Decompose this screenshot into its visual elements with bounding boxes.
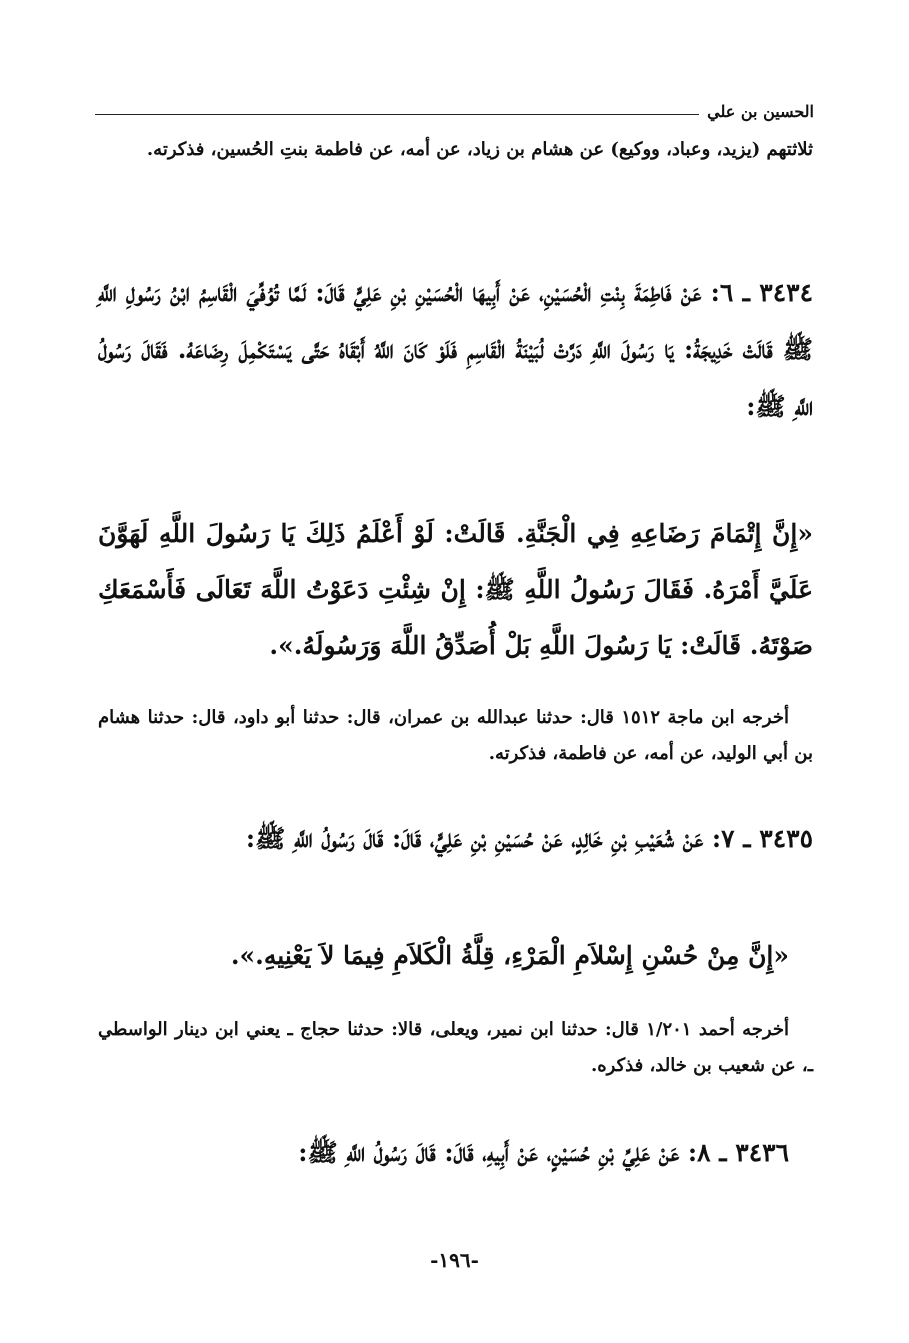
hadith-3436-text: ٣٤٣٦ ـ ٨: عَنْ عَلِيِّ بْنِ حُسَيْنٍ، عَنْ أَبِيهِ، قَالَ: قَالَ رَسُولُ اللَّهِ ﷺ:	[298, 1138, 789, 1167]
hadith-3434-text: ٣٤٣٤ ـ ٦: عَنْ فَاطِمَةَ بِنْتِ الْحُسَيْنِ، عَنْ أَبِيهَا الْحُسَيْنِ بْنِ عَلِيٍّ قَالَ: لَمَّا تُوُفِّيَ الْقَاسِمُ ابْنُ رَسُولِ اللَّهِ ﷺ قَالَتْ خَدِيجَةُ: يَا رَسُولَ اللَّهِ دَرَّتْ لُبَيْنَةُ الْقَاسِمِ فَلَوْ كَانَ اللَّهُ أَبْقَاهُ حَتَّى يَسْتَكْمِلَ رِضَاعَهُ. فَقَالَ رَسُولُ اللَّهِ ﷺ:	[98, 278, 814, 421]
hadith-3435-quote: «إِنَّ مِنْ حُسْنِ إِسْلاَمِ الْمَرْءِ، قِلَّةُ الْكَلاَمِ فِيمَا لاَ يَعْنِيهِ.».	[230, 941, 789, 970]
continuation-paragraph: ثلاثتهم (يزيد، وعباد، ووكيع) عن هشام بن زياد، عن أمه، عن فاطمة بنتِ الحُسين، فذكرته.	[146, 139, 813, 160]
running-header	[95, 100, 814, 124]
header-rule	[95, 114, 722, 115]
hadith-3435-takhrij: أخرجه أحمد ١/٢٠١ قال: حدثنا ابن نمير، ويعلى، قالا: حدثنا حجاج ـ يعني ابن دينار الواسطي ـ، عن شعيب بن خالد، فذكره.	[98, 1019, 813, 1076]
chapter-title: الحسين بن علي	[699, 100, 814, 124]
hadith-3435-text: ٣٤٣٥ ـ ٧: عَنْ شُعَيْبِ بْنِ خَالِدٍ، عَنْ حُسَيْنِ بْنِ عَلِيٍّ، قَالَ: قَالَ رَسُولُ اللَّهِ ﷺ:	[245, 824, 813, 853]
hadith-3434-takhrij: أخرجه ابن ماجة ١٥١٢ قال: حدثنا عبدالله بن عمران، قال: حدثنا أبو داود، قال: حدثنا هشام بن أبي الوليد، عن أمه، عن فاطمة، فذكرته.	[98, 707, 813, 764]
hadith-3434-quote: «إِنَّ إِتْمَامَ رَضَاعِهِ فِي الْجَنَّةِ. قَالَتْ: لَوْ أَعْلَمُ ذَلِكَ يَا رَسُولَ اللَّهِ لَهَوَّنَ عَلَيَّ أَمْرَهُ. فَقَالَ رَسُولُ اللَّهِ ﷺ: إِنْ شِئْتِ دَعَوْتُ اللَّهَ تَعَالَى فَأَسْمَعَكِ صَوْتَهُ. قَالَتْ: يَا رَسُولَ اللَّهِ بَلْ أُصَدِّقُ اللَّهَ وَرَسُولَهُ.».	[98, 519, 813, 660]
page-number: -١٩٦-	[430, 1248, 479, 1272]
